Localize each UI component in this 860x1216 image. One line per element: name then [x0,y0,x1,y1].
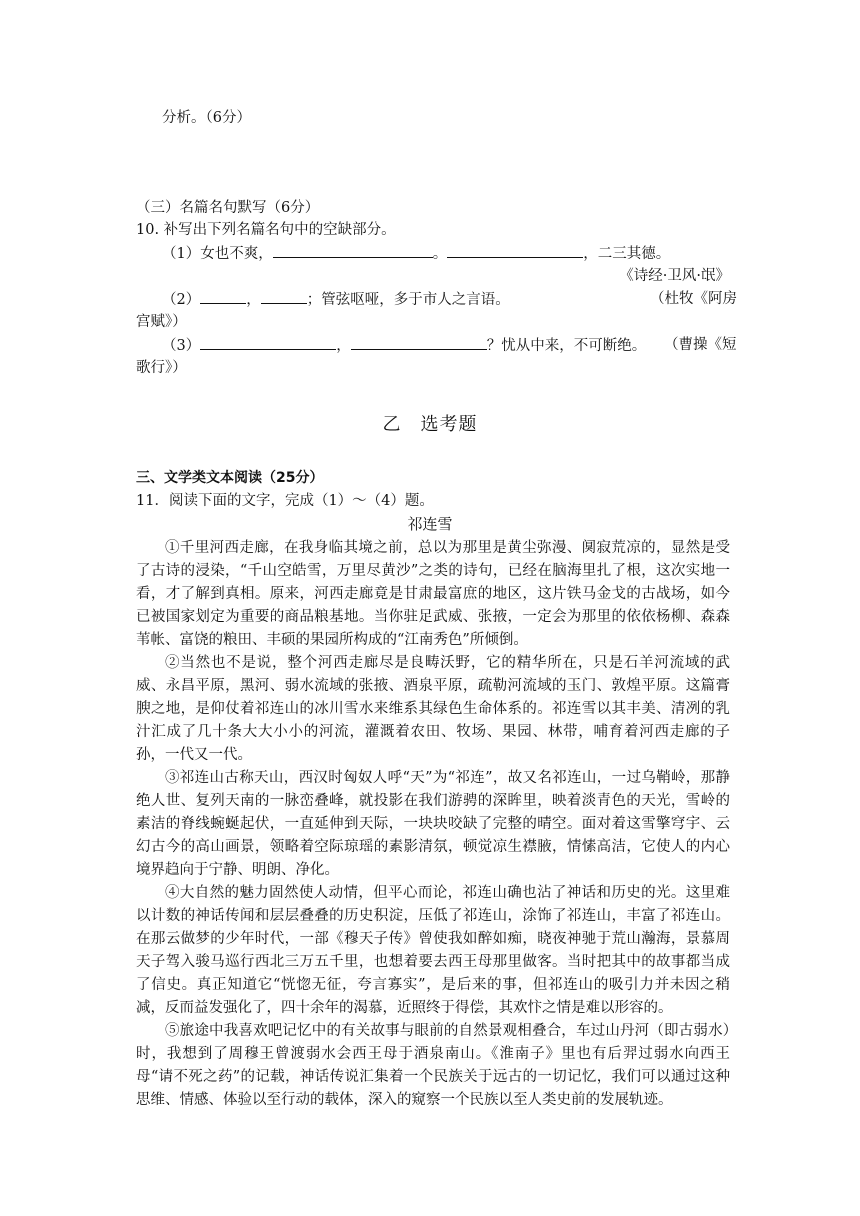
answer-blank[interactable] [447,243,583,258]
literature-section-title: 三、文学类文本阅读（25分） [136,470,324,486]
item-2-source-start: （杜牧《阿房 [650,291,737,307]
item-3-source-end: 歌行》） [136,360,187,376]
article-paragraph-2: ②当然也不是说，整个河西走廊尽是良畴沃野，它的精华所在，只是石羊河流域的武威、永昌平原，黑河、弱水流域的张掖、酒泉平原，疏勒河流域的玉门、敦煌平原。这篇膏腴之地，是仰仗着祁连山的冰川雪水来维系其绿色生命体系的。祁连雪以其丰美、清冽的乳汁汇成了几十条大大小小的河流，灌溉着农田、牧场、果园、林带，哺育着河西走廊的子孙，一代又一代。 [136,655,730,763]
question-10-item-1 [162,243,670,264]
item-2-mid: ， [246,292,261,308]
item-1-source: 《诗经·卫风·氓》 [619,268,730,284]
item-2-suffix: ；管弦呕哑，多于市人之言语。 [306,292,510,308]
item-3-mid: ， [336,338,351,354]
item-2-prefix: （2） [162,292,201,308]
previous-question-tail: 分析。（6分） [162,110,251,126]
item-1-mid: 。 [432,246,448,262]
answer-blank[interactable] [261,289,307,304]
item-2-source-end: 宫赋》） [136,314,187,330]
answer-blank[interactable] [273,243,433,258]
article-paragraph-3: ③祁连山古称天山，西汉时匈奴人呼“天”为“祁连”，故又名祁连山，一过乌鞘岭，那静绝人世、复列天南的一脉峦叠峰，就投影在我们游骋的深眸里，映着淡青色的天光，雪岭的素洁的脊线蜿蜒起伏，一直延伸到天际，一块块咬缺了完整的晴空。面对着这雪擎穹宇、云幻古今的高山画景，领略着空际琼瑶的素影清氛，顿觉凉生襟腋，情愫高洁，它使人的内心境界趋向于宁静、明朗、净化。 [136,770,730,878]
article-title: 祁连雪 [407,515,453,533]
item-1-prefix: （1）女也不爽， [162,246,273,262]
article-paragraph-5: ⑤旅途中我喜欢吧记忆中的有关故事与眼前的自然景观相叠合，车过山丹河（即古弱水）时，我想到了周穆王曾渡弱水会西王母于酒泉南山。《淮南子》里也有后羿过弱水向西王母“请不死之药”的记载，神话传说汇集着一个民族关于远古的一切记忆，我们可以通过这种思维、情感、体验以至行动的载体，深入的窥察一个民族以至人类史前的发展轨迹。 [136,1023,730,1108]
item-1-suffix: ，二三其德。 [583,246,671,262]
answer-blank[interactable] [200,335,336,350]
section-3-title: （三）名篇名句默写（6分） [136,200,320,216]
answer-blank[interactable] [200,289,246,304]
question-10-item-3 [162,335,646,356]
question-10-stem: 10. 补写出下列名篇名句中的空缺部分。 [136,222,396,238]
item-3-prefix: （3） [162,338,201,354]
question-11-stem: 11．阅读下面的文字，完成（1）～（4）题。 [136,493,434,509]
part-b-title: 乙 选考题 [382,414,478,435]
article-paragraph-4: ④大自然的魅力固然使人动情，但平心而论，祁连山确也沾了神话和历史的光。这里难以计数的神话传闻和层层叠叠的历史积淀，压低了祁连山，涂饰了祁连山，丰富了祁连山。在那云做梦的少年时代，一部《穆天子传》曾使我如醉如痴，晓夜神驰于荒山瀚海，景慕周天子驾入骏马巡行西北三万五千里，也想着要去西王母那里做客。当时把其中的故事都当成了信史。真正知道它“恍惚无征，夸言寡实”，是后来的事，但祁连山的吸引力并未因之稍减，反而益发强化了，四十余年的渴慕，近照终于得偿，其欢忭之情是难以形容的。 [136,885,730,1016]
question-10-item-2 [162,289,510,310]
article-paragraph-1: ①千里河西走廊，在我身临其境之前，总以为那里是黄尘弥漫、阒寂荒凉的，显然是受了古诗的浸染，“千山空皓雪，万里尽黄沙”之类的诗句，已经在脑海里扎了根，这次实地一看，才了解到真相。原来，河西走廊竟是甘肃最富庶的地区，这片铁马金戈的古战场，如今已被国家划定为重要的商品粮基地。当你驻足武威、张掖，一定会为那里的依依杨柳、森森苇帐、富饶的粮田、丰硕的果园所构成的“江南秀色”所倾倒。 [136,540,730,648]
item-3-source-start: （曹操《短 [664,337,737,353]
answer-blank[interactable] [351,335,487,350]
item-3-suffix: ？忧从中来，不可断绝。 [486,338,647,354]
